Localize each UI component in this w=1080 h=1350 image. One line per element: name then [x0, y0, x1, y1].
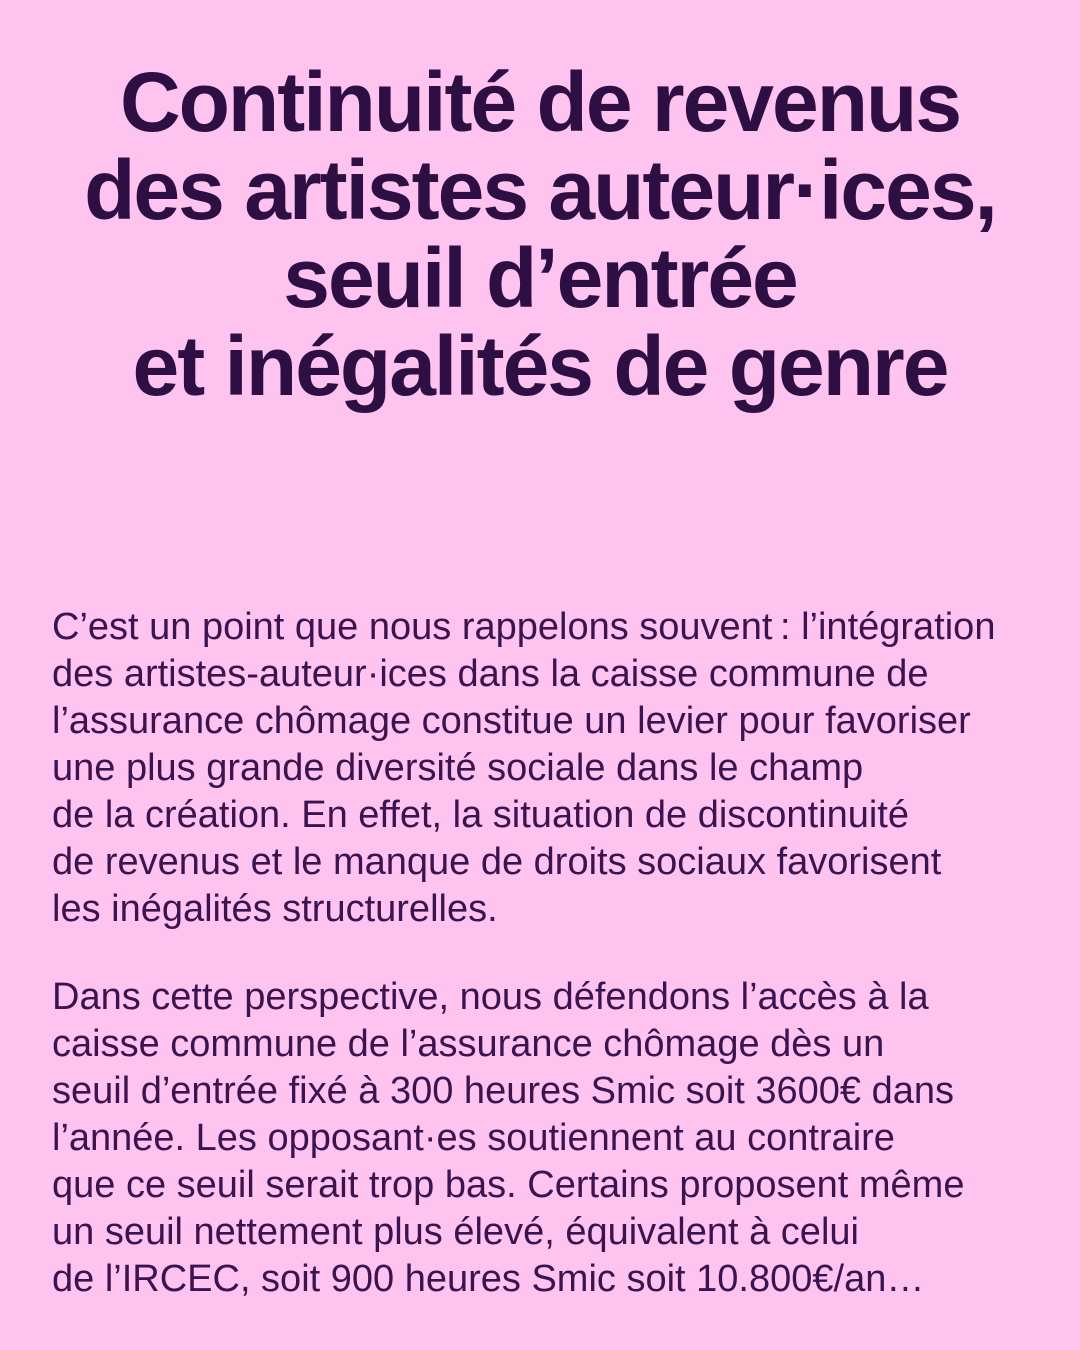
- page-title: [0, 55, 1080, 413]
- title-line: des artistes auteur·ices,: [84, 143, 996, 237]
- title-line: seuil d’entrée: [283, 231, 797, 325]
- body-paragraph-1: [52, 604, 1080, 933]
- body-line: l’assurance chômage constitue un levier pour favoriser: [52, 700, 971, 742]
- body-line: Dans cette perspective, nous défendons l’accès à la: [52, 976, 929, 1018]
- body-line: C’est un point que nous rappelons souvent : l’intégration: [52, 606, 996, 648]
- title-line: et inégalités de genre: [132, 319, 948, 413]
- body-line: de revenus et le manque de droits sociaux favorisent: [52, 841, 942, 883]
- title-line: Continuité de revenus: [119, 55, 961, 149]
- body-line: un seuil nettement plus élevé, équivalent à celui: [52, 1211, 859, 1253]
- body-line: que ce seuil serait trop bas. Certains proposent même: [52, 1164, 965, 1206]
- body-line: de la création. En effet, la situation de discontinuité: [52, 794, 909, 836]
- body-line: une plus grande diversité sociale dans le champ: [52, 747, 864, 789]
- body-paragraph-2: [52, 974, 1080, 1303]
- body-line: caisse commune de l’assurance chômage dès un: [52, 1023, 885, 1065]
- body-line: seuil d’entrée fixé à 300 heures Smic soit 3600€ dans: [52, 1070, 954, 1112]
- body-line: des artistes-auteur·ices dans la caisse commune de: [52, 653, 929, 695]
- body-line: de l’IRCEC, soit 900 heures Smic soit 10.800€/an…: [52, 1258, 925, 1300]
- body-line: les inégalités structurelles.: [52, 888, 498, 930]
- body-line: l’année. Les opposant·es soutiennent au contraire: [52, 1117, 895, 1159]
